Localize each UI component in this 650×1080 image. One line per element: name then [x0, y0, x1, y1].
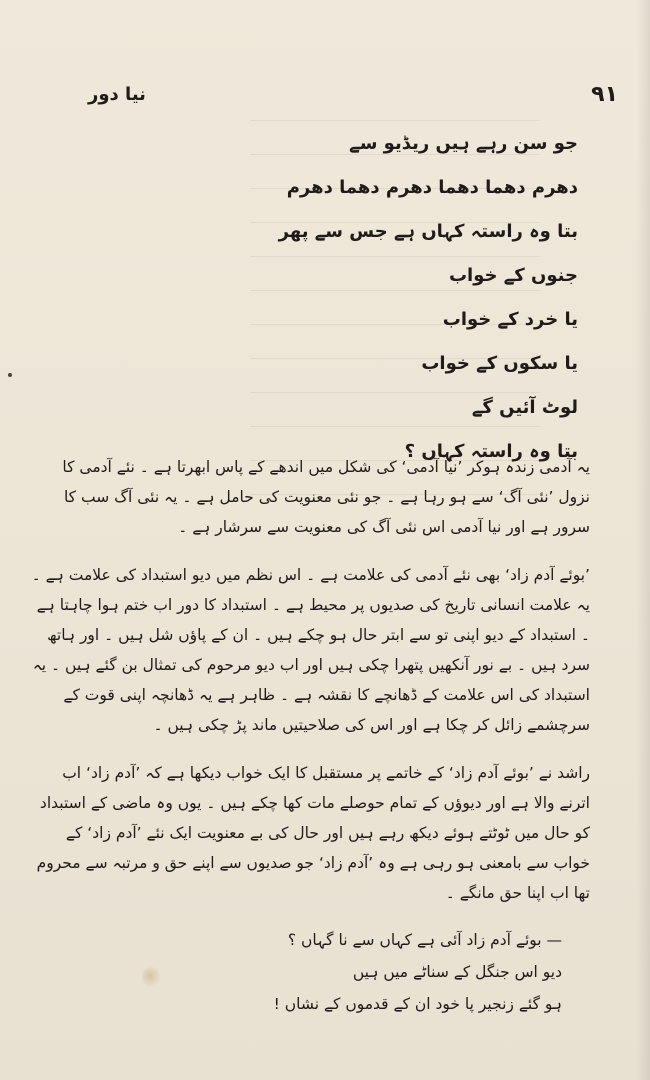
- poem-line: بتا وہ راستہ کہاں ؟: [404, 441, 578, 462]
- poem-line: جو سن رہے ہیں ریڈیو سے: [349, 133, 578, 154]
- poem-line: یا سکوں کے خواب: [421, 353, 578, 374]
- closing-line: دیو اس جنگل کے سناٹے میں ہیں: [352, 963, 562, 981]
- poem-line: یا خرد کے خواب: [442, 309, 578, 330]
- poem-line: لوٹ آئیں گے: [471, 397, 578, 418]
- poem-line: بتا وہ راستہ کہاں ہے جس سے پھر: [278, 221, 578, 242]
- paper-stain: [142, 967, 160, 987]
- page-number: ۹۱: [591, 82, 618, 107]
- page-header: [0, 84, 650, 114]
- running-title: نیا دور: [88, 84, 146, 105]
- poem-excerpt: [218, 132, 578, 484]
- poem-line: دھرم دھما دھما دھرم دھما دھرم: [286, 177, 578, 198]
- closing-verse: [62, 924, 562, 1020]
- prose-paragraph: راشد نے ’بوئے آدم زاد‘ کے خاتمے پر مستقبل کا ایک خواب دیکھا ہے کہ ’آدم زاد‘ اب اترنے والا ہے اور دیوؤں کے تمام حوصلے مات کھا چکے ہیں ۔ یوں وہ ماضی کے استبداد کو حال میں ٹوٹتے ہوئے دیکھ رہے ہیں اور حال کی بے معنویت ایک نئے ’آدم زاد‘ کے خواب سے بامعنی ہو رہی ہے وہ ’آدم زاد‘ جو صدیوں سے اپنے حق و مرتبہ سے محروم تھا اب اپنا حق مانگے ۔: [36, 764, 590, 902]
- closing-line: — بوئے آدم زاد آئی ہے کہاں سے نا گہاں ؟: [287, 931, 562, 949]
- poem-line: جنوں کے خواب: [448, 265, 578, 286]
- margin-dot: [8, 373, 12, 377]
- commentary-text: [30, 452, 590, 908]
- closing-line: ہو گئے زنجیر پا خود ان کے قدموں کے نشاں !: [273, 995, 562, 1013]
- prose-paragraph: ’بوئے آدم زاد‘ بھی نئے آدمی کی علامت ہے ۔ اس نظم میں دیو استبداد کی علامت ہے ۔ یہ علامت انسانی تاریخ کی صدیوں پر محیط ہے ۔ استبداد کا دور اب ختم ہوا چاہتا ہے ۔ استبداد کے دیو اپنی تو سے ابتر حال ہو چکے ہیں ۔ ان کے پاؤں شل ہیں ۔ اور ہاتھ سرد ہیں ۔ بے نور آنکھیں پتھرا چکی ہیں اور اب دیو مرحوم کی تمثال بن گئے ہیں ۔ یہ استبداد کی اس علامت کے ڈھانچے کا نقشہ ہے ۔ ظاہر ہے یہ ڈھانچہ اپنی قوت کے سرچشمے زائل کر چکا ہے اور اس کی صلاحیتیں ماند پڑ چکی ہیں ۔: [31, 566, 590, 734]
- prose-paragraph: یہ آدمی زندہ ہوکر ’نیا آدمی‘ کی شکل میں اندھے کے پاس ابھرتا ہے ۔ نئے آدمی کا نزول ’نئی آگ‘ سے ہو رہا ہے ۔ جو نئی معنویت کی حامل ہے ۔ یہ نئی آگ سب کا سرور ہے اور نیا آدمی اس نئی آگ کی معنویت سے سرشار ہے ۔: [62, 458, 590, 536]
